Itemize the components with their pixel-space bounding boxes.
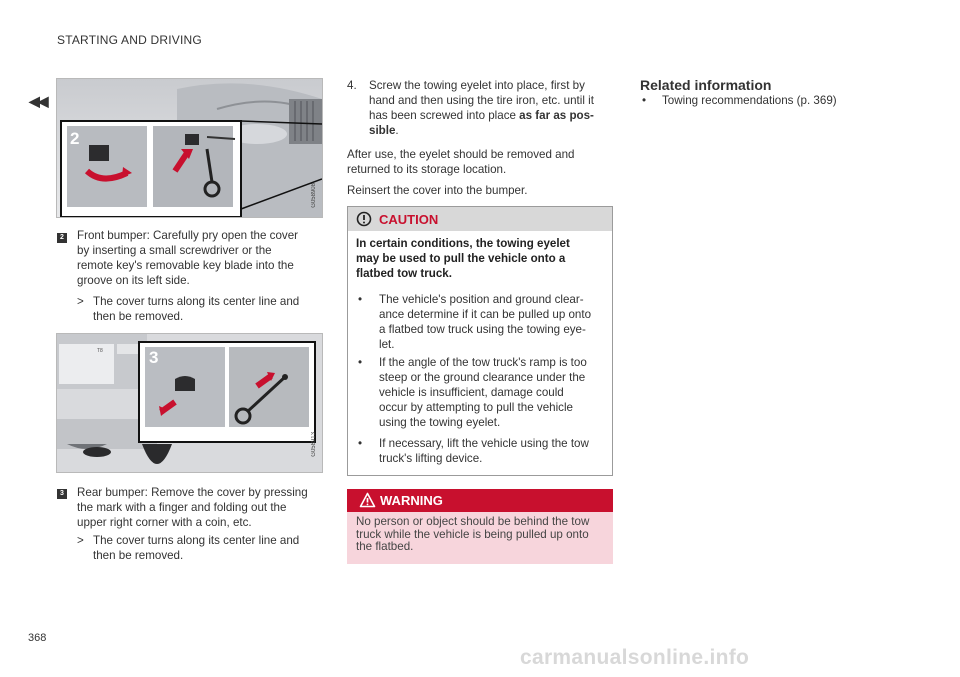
step-4: 4. Screw the towing eyelet into place, first by hand and then using the tire iron, etc. until it has been screwed into place as far as pos- sible. [347,79,594,137]
rear-bumper-illustration [57,334,322,472]
step-2-text: Front bumper: Carefully pry open the cover by inserting a small screwdriver or the remote key's removable key blade into the groove on its left side. [77,229,299,287]
step-3-number: 3 [57,489,67,499]
figure1-callout: 2 [70,129,80,148]
step-2-number: 2 [57,233,67,243]
caution-lead: In certain conditions, the towing eyelet may be used to pull the vehicle onto a flatbed tow truck. [356,237,570,280]
rear-bumper-figure [56,333,323,473]
back-arrows-icon[interactable]: ◀◀ [29,93,47,109]
figure2-code: G058913 [311,432,317,457]
figure2-badge: T8 [97,348,103,354]
warning-header [347,489,613,512]
caution-icon [356,211,372,227]
section-title: STARTING AND DRIVING [57,33,202,47]
caution-bullet: • If the angle of the tow truck's ramp is too steep or the ground clearance under the vehicle is insufficient, damage could occur by attempting to pull the vehicle using the towing eyelet. [358,356,587,429]
caution-header [348,207,612,231]
step-3-text: Rear bumper: Remove the cover by pressing the mark with a finger and folding out the upper right corner with a coin, etc. [77,486,308,529]
related-information-title: Related information [640,77,772,93]
step-2-result: > The cover turns along its center line and then be removed. [77,295,300,323]
reinsert-text: Reinsert the cover into the bumper. [347,184,528,197]
warning-body [347,512,613,564]
caution-box [347,206,613,476]
front-bumper-illustration [57,79,322,217]
warning-title: WARNING [380,493,443,508]
front-bumper-figure [56,78,323,218]
warning-triangle-icon [359,492,376,508]
after-use-text: After use, the eyelet should be removed and returned to its storage location. [347,148,575,176]
warning-text: No person or object should be behind the tow truck while the vehicle is being pulled up onto the flatbed. [356,515,590,553]
caution-title: CAUTION [379,212,439,227]
page-number: 368 [28,632,47,644]
watermark: carmanualsonline.info [520,646,750,669]
figure1-code: G058908 [311,183,317,208]
step-3-result: > The cover turns along its center line and then be removed. [77,534,300,562]
figure2-callout: 3 [149,348,159,367]
caution-bullet: • If necessary, lift the vehicle using the tow truck's lifting device. [358,437,589,465]
related-link-towing-recommendations[interactable]: • Towing recommendations (p. 369) [642,94,837,107]
caution-bullet: • The vehicle's position and ground clear- ance determine if it can be pulled up onto a flatbed tow truck using the towing eye- let. [358,293,592,351]
